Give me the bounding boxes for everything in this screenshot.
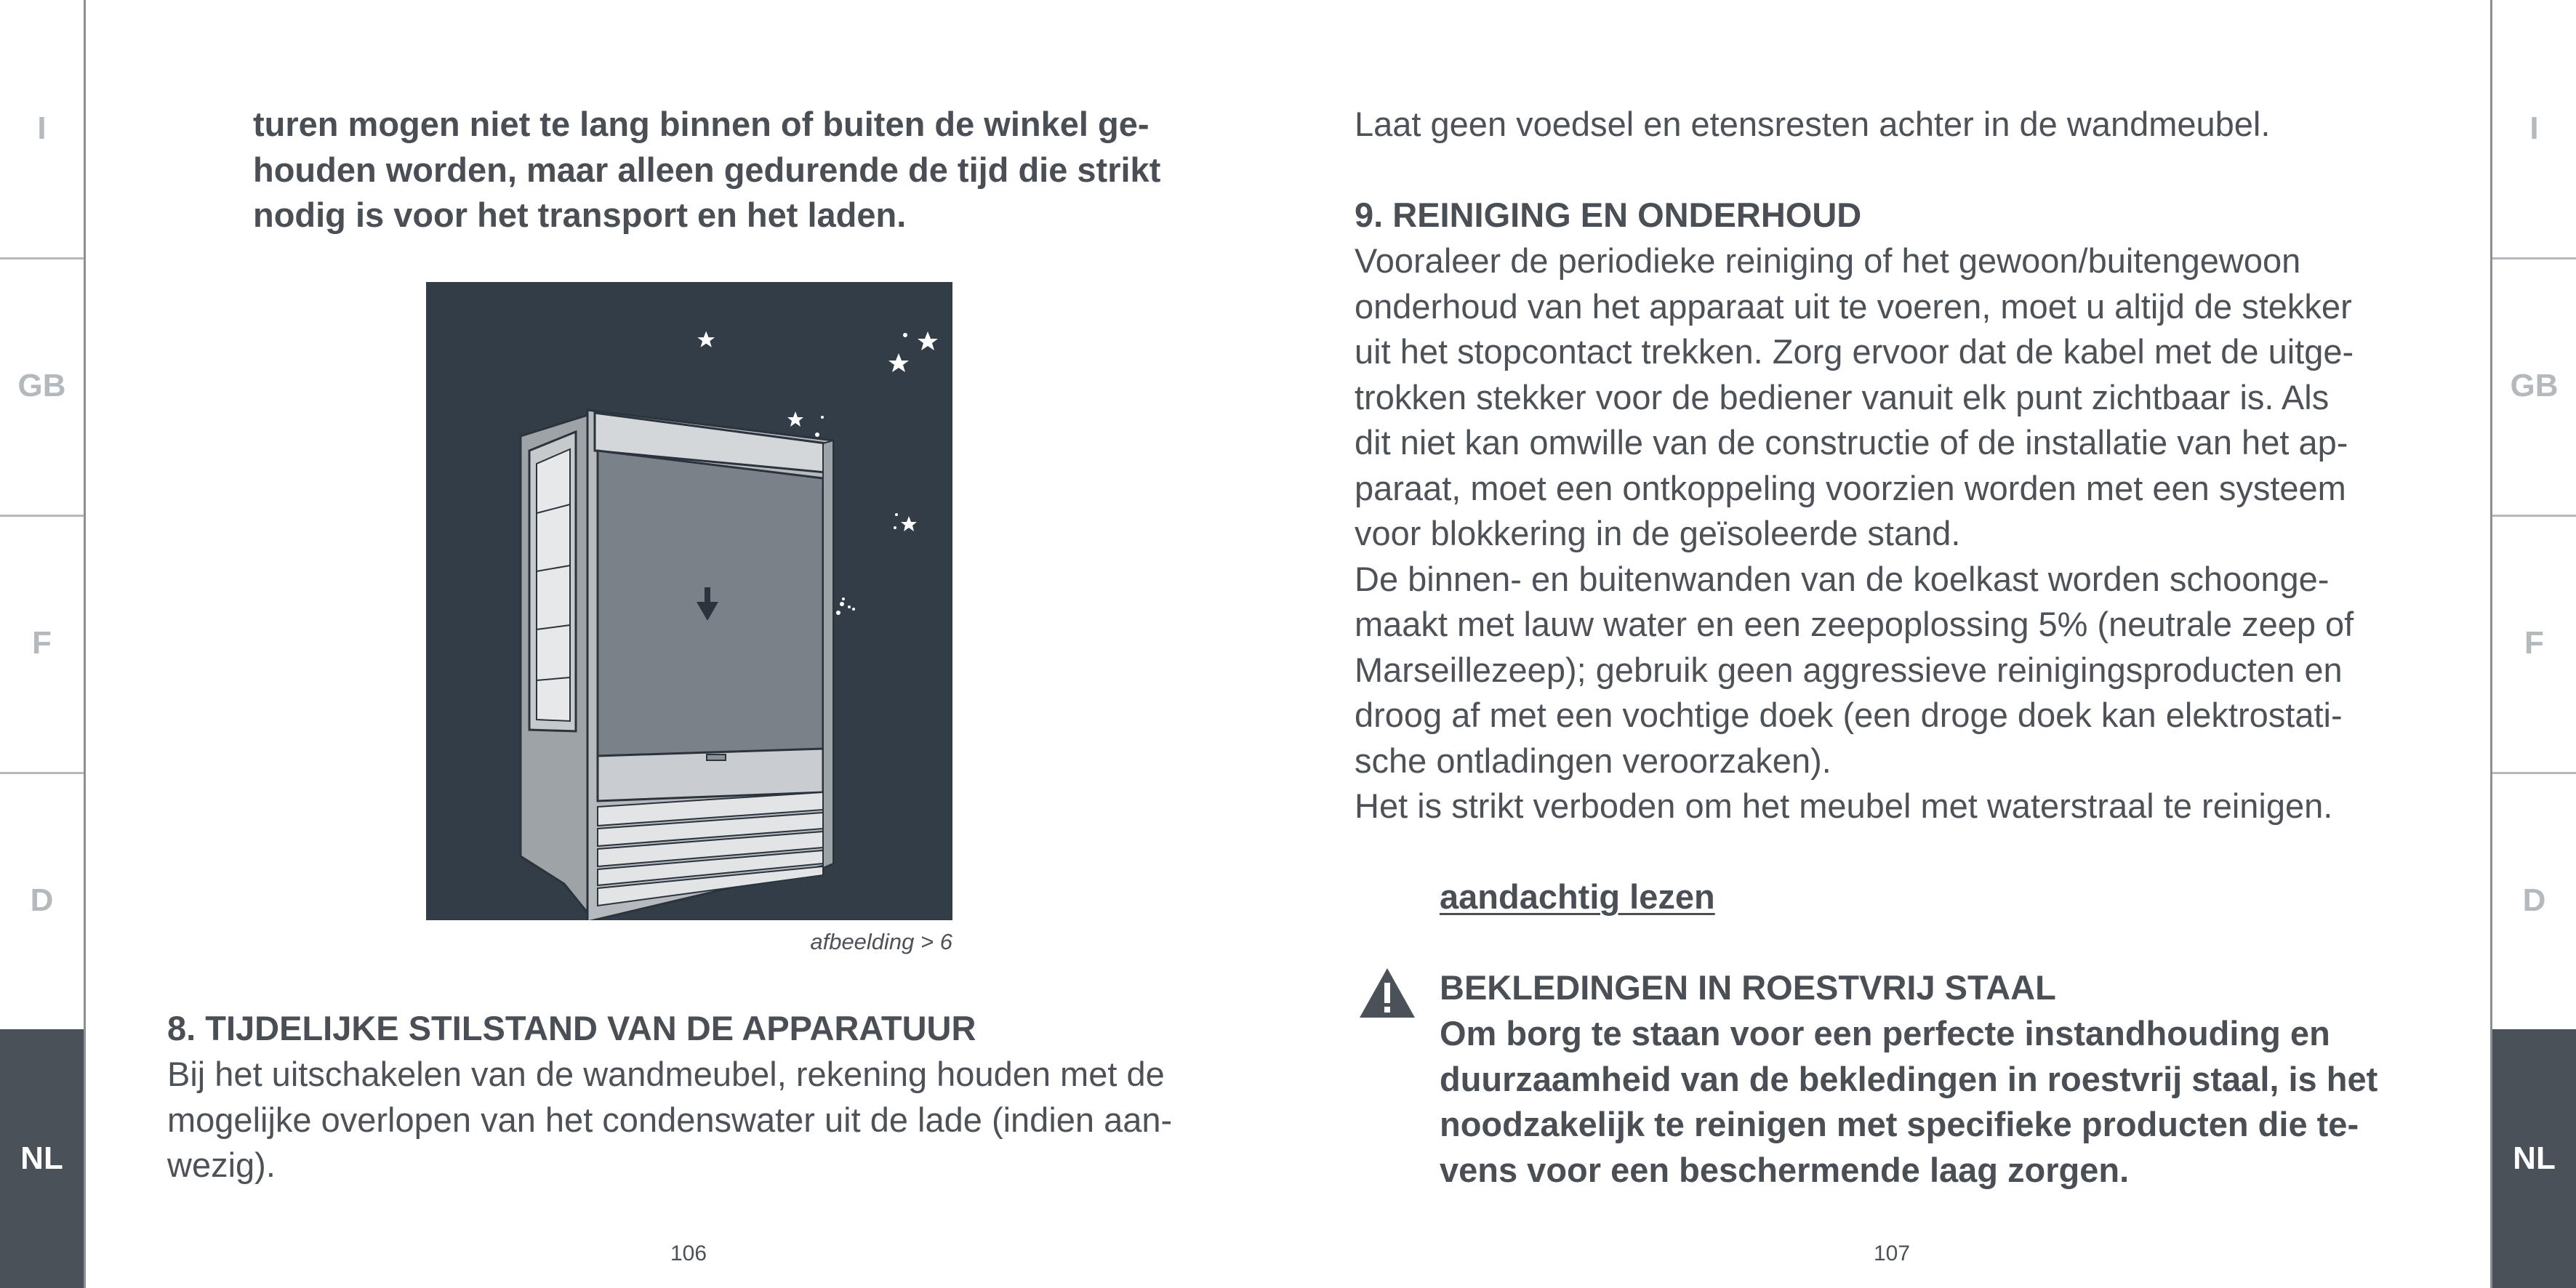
- paragraph-line: vens voor een beschermende laag zorgen.: [1440, 1150, 2130, 1189]
- tab-language-i: I: [2529, 110, 2539, 146]
- paragraph-line: Marseillezeep); gebruik geen aggressieve reinigingsproducten en: [1355, 650, 2343, 689]
- right-language-tabs: [2490, 0, 2576, 1288]
- tab-language-d: D: [2522, 882, 2546, 918]
- paragraph-line: voor blokkering in de geïsoleerde stand.: [1355, 514, 1961, 552]
- tab-language-nl-active: NL: [0, 1029, 84, 1288]
- cabinet-drawing: [426, 282, 952, 920]
- warning-heading: BEKLEDINGEN IN ROESTVRIJ STAAL: [1440, 968, 2056, 1007]
- paragraph-line: mogelijke overlopen van het condenswater uit de lade (indien aan-: [167, 1100, 1173, 1139]
- paragraph-line: dit niet kan omwille van de constructie of de installatie van het ap-: [1355, 423, 2348, 462]
- paragraph-line: Vooraleer de periodieke reiniging of het gewoon/buitengewoon: [1355, 241, 2301, 280]
- page-number-right: 107: [1874, 1241, 1911, 1265]
- paragraph-line: trokken stekker voor de bediener vanuit elk punt zichtbaar is. Als: [1355, 377, 2330, 416]
- paragraph-line: nodig is voor het transport en het laden.: [253, 196, 907, 234]
- tab-language-gb: GB: [17, 368, 66, 403]
- warning-icon: [1358, 967, 1416, 1019]
- tab-language-d: D: [30, 882, 54, 918]
- paragraph-line: droog af met een vochtige doek (een droge doek kan elektrostati-: [1355, 696, 2343, 734]
- paragraph-line: duurzaamheid van de bekledingen in roestvrij staal, is het: [1440, 1059, 2378, 1098]
- read-carefully-label: aandachtig lezen: [1440, 877, 1715, 916]
- right-intro-line: Laat geen voedsel en etensresten achter in de wandmeubel.: [1355, 105, 2271, 143]
- refrigerated-cabinet-illustration: [426, 282, 952, 920]
- figure-caption: afbeelding > 6: [810, 929, 952, 954]
- left-intro-paragraph: [253, 102, 1221, 238]
- tab-language-i: I: [37, 110, 47, 146]
- paragraph-line: Bij het uitschakelen van de wandmeubel, rekening houden met de: [167, 1055, 1165, 1093]
- paragraph-line: Het is strikt verboden om het meubel met waterstraal te reinigen.: [1355, 786, 2333, 825]
- paragraph-line: maakt met lauw water en een zeepoplossing 5% (neutrale zeep of: [1355, 605, 2354, 643]
- paragraph-line: houden worden, maar alleen gedurende de tijd die strikt: [253, 150, 1161, 189]
- paragraph-line: noodzakelijk te reinigen met specifieke producten die te-: [1440, 1105, 2359, 1143]
- tab-language-f: F: [32, 625, 52, 661]
- paragraph-line: uit het stopcontact trekken. Zorg ervoor dat de kabel met de uitge-: [1355, 332, 2354, 371]
- warning-body: [1440, 1011, 2409, 1193]
- paragraph-line: sche ontladingen veroorzaken).: [1355, 741, 1831, 780]
- paragraph-line: onderhoud van het apparaat uit te voeren, moet u altijd de stekker: [1355, 286, 2352, 326]
- left-language-tabs: [0, 0, 86, 1288]
- paragraph-line: Om borg te staan voor een perfecte instandhouding en: [1440, 1014, 2330, 1052]
- paragraph-line: paraat, moet een ontkoppeling voorzien worden met een systeem: [1355, 468, 2346, 507]
- tab-language-gb: GB: [2510, 368, 2559, 403]
- tab-language-f: F: [2524, 625, 2544, 661]
- page-number-left: 106: [670, 1241, 707, 1265]
- section-9-heading: 9. REINIGING EN ONDERHOUD: [1355, 196, 1862, 234]
- section-8-body: [167, 1052, 1221, 1188]
- paragraph-line: De binnen- en buitenwanden van de koelkast worden schoonge-: [1355, 559, 2330, 598]
- tab-language-nl-active: NL: [2492, 1029, 2576, 1288]
- paragraph-line: wezig).: [167, 1146, 276, 1184]
- section-9-body: [1355, 238, 2409, 829]
- paragraph-line: turen mogen niet te lang binnen of buiten de winkel ge-: [253, 105, 1149, 143]
- section-8-heading: 8. TIJDELIJKE STILSTAND VAN DE APPARATUUR: [167, 1009, 976, 1047]
